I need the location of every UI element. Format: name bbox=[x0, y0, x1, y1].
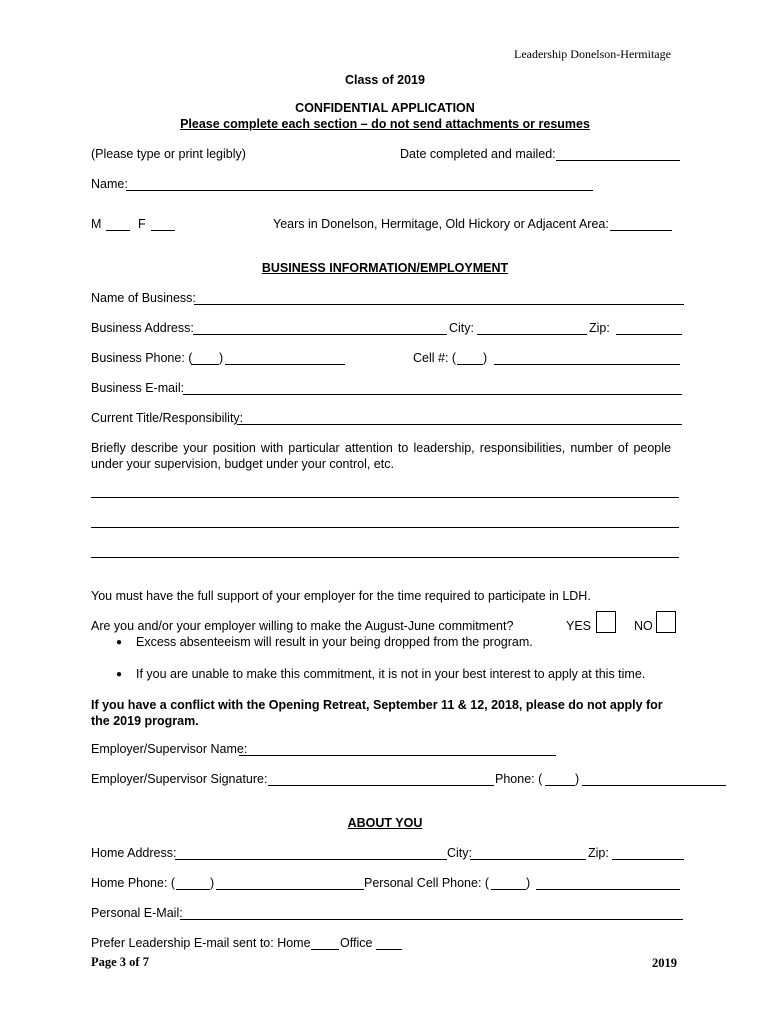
bullet-icon: ● bbox=[116, 669, 123, 680]
business-zip-field[interactable] bbox=[616, 334, 682, 335]
business-phone-close: ) bbox=[219, 351, 224, 365]
female-field[interactable] bbox=[151, 230, 175, 231]
business-address-label: Business Address: bbox=[91, 321, 194, 335]
no-label: NO bbox=[634, 619, 653, 633]
personal-email-label: Personal E-Mail: bbox=[91, 906, 183, 920]
retreat-conflict-note: If you have a conflict with the Opening Retreat, September 11 & 12, 2018, please do not apply for the 2019 program. bbox=[91, 698, 663, 728]
personal-cell-field[interactable] bbox=[536, 889, 680, 890]
home-phone-label: Home Phone: ( bbox=[91, 876, 176, 890]
describe-prompt: Briefly describe your position with particular attention to leadership, responsibilities, number of people under your supervision, budget under your control, etc. bbox=[91, 441, 671, 471]
bullet-icon: ● bbox=[116, 637, 123, 648]
business-cell-close: ) bbox=[483, 351, 488, 365]
business-zip-label: Zip: bbox=[589, 321, 610, 335]
personal-cell-area-field[interactable] bbox=[491, 889, 526, 890]
personal-cell-close: ) bbox=[526, 876, 531, 890]
home-city-label: City: bbox=[447, 846, 472, 860]
commitment-note: If you are unable to make this commitment, it is not in your best interest to apply at this time. bbox=[136, 667, 646, 681]
supervisor-name-field[interactable] bbox=[239, 755, 556, 756]
support-statement: You must have the full support of your employer for the time required to participate in LDH. bbox=[91, 589, 591, 603]
yes-checkbox[interactable] bbox=[596, 611, 616, 633]
supervisor-signature-label: Employer/Supervisor Signature: bbox=[91, 772, 268, 786]
business-name-label: Name of Business: bbox=[91, 291, 196, 305]
home-address-label: Home Address: bbox=[91, 846, 177, 860]
yes-label: YES bbox=[566, 619, 592, 633]
business-name-field[interactable] bbox=[194, 304, 684, 305]
business-phone-label: Business Phone: ( bbox=[91, 351, 193, 365]
supervisor-phone-label: Phone: ( bbox=[495, 772, 543, 786]
name-field[interactable] bbox=[126, 190, 593, 191]
business-cell-field[interactable] bbox=[494, 364, 680, 365]
business-phone-field[interactable] bbox=[225, 364, 345, 365]
no-checkbox[interactable] bbox=[656, 611, 676, 633]
date-field[interactable] bbox=[556, 160, 680, 161]
personal-cell-label: Personal Cell Phone: ( bbox=[364, 876, 490, 890]
years-label: Years in Donelson, Hermitage, Old Hickory or Adjacent Area: bbox=[273, 217, 609, 231]
date-label: Date completed and mailed: bbox=[400, 147, 556, 161]
home-phone-area-field[interactable] bbox=[176, 889, 210, 890]
business-cell-area-field[interactable] bbox=[457, 364, 483, 365]
years-field[interactable] bbox=[610, 230, 672, 231]
supervisor-phone-close: ) bbox=[575, 772, 580, 786]
describe-line-1[interactable] bbox=[91, 497, 679, 498]
absenteeism-note: Excess absenteeism will result in your being dropped from the program. bbox=[136, 635, 533, 649]
home-zip-label: Zip: bbox=[588, 846, 609, 860]
supervisor-phone-field[interactable] bbox=[582, 785, 726, 786]
supervisor-phone-area-field[interactable] bbox=[545, 785, 575, 786]
page-number: Page 3 of 7 bbox=[91, 955, 149, 969]
business-email-field[interactable] bbox=[183, 394, 682, 395]
current-title-label: Current Title/Responsibility: bbox=[91, 411, 244, 425]
instruction-title: Please complete each section – do not send attachments or resumes bbox=[180, 117, 590, 131]
home-phone-close: ) bbox=[210, 876, 215, 890]
business-heading: BUSINESS INFORMATION/EMPLOYMENT bbox=[261, 261, 509, 275]
supervisor-signature-field[interactable] bbox=[268, 785, 494, 786]
business-city-label: City: bbox=[449, 321, 474, 335]
email-pref-home-field[interactable] bbox=[311, 949, 339, 950]
email-pref-office-field[interactable] bbox=[376, 949, 402, 950]
supervisor-name-label: Employer/Supervisor Name: bbox=[91, 742, 248, 756]
business-cell-label: Cell #: ( bbox=[413, 351, 457, 365]
business-phone-area-field[interactable] bbox=[191, 364, 219, 365]
print-note: (Please type or print legibly) bbox=[91, 147, 246, 161]
confidential-title: CONFIDENTIAL APPLICATION bbox=[295, 101, 475, 115]
female-label: F bbox=[138, 217, 146, 231]
commitment-question: Are you and/or your employer willing to make the August-June commitment? bbox=[91, 619, 514, 633]
home-zip-field[interactable] bbox=[612, 859, 684, 860]
home-city-field[interactable] bbox=[470, 859, 586, 860]
describe-line-2[interactable] bbox=[91, 527, 679, 528]
describe-line-3[interactable] bbox=[91, 557, 679, 558]
email-pref-office-label: Office bbox=[340, 936, 373, 950]
email-preference-label: Prefer Leadership E-mail sent to: Home bbox=[91, 936, 311, 950]
personal-email-field[interactable] bbox=[180, 919, 683, 920]
home-address-field[interactable] bbox=[175, 859, 447, 860]
header-org: Leadership Donelson-Hermitage bbox=[514, 47, 671, 61]
footer-year: 2019 bbox=[652, 956, 677, 970]
name-label: Name: bbox=[91, 177, 128, 191]
business-address-field[interactable] bbox=[193, 334, 447, 335]
male-field[interactable] bbox=[106, 230, 130, 231]
home-phone-field[interactable] bbox=[216, 889, 364, 890]
business-email-label: Business E-mail: bbox=[91, 381, 185, 395]
current-title-field[interactable] bbox=[237, 424, 682, 425]
business-city-field[interactable] bbox=[477, 334, 587, 335]
male-label: M bbox=[91, 217, 102, 231]
about-heading: ABOUT YOU bbox=[347, 816, 423, 830]
class-of-title: Class of 2019 bbox=[345, 73, 425, 87]
